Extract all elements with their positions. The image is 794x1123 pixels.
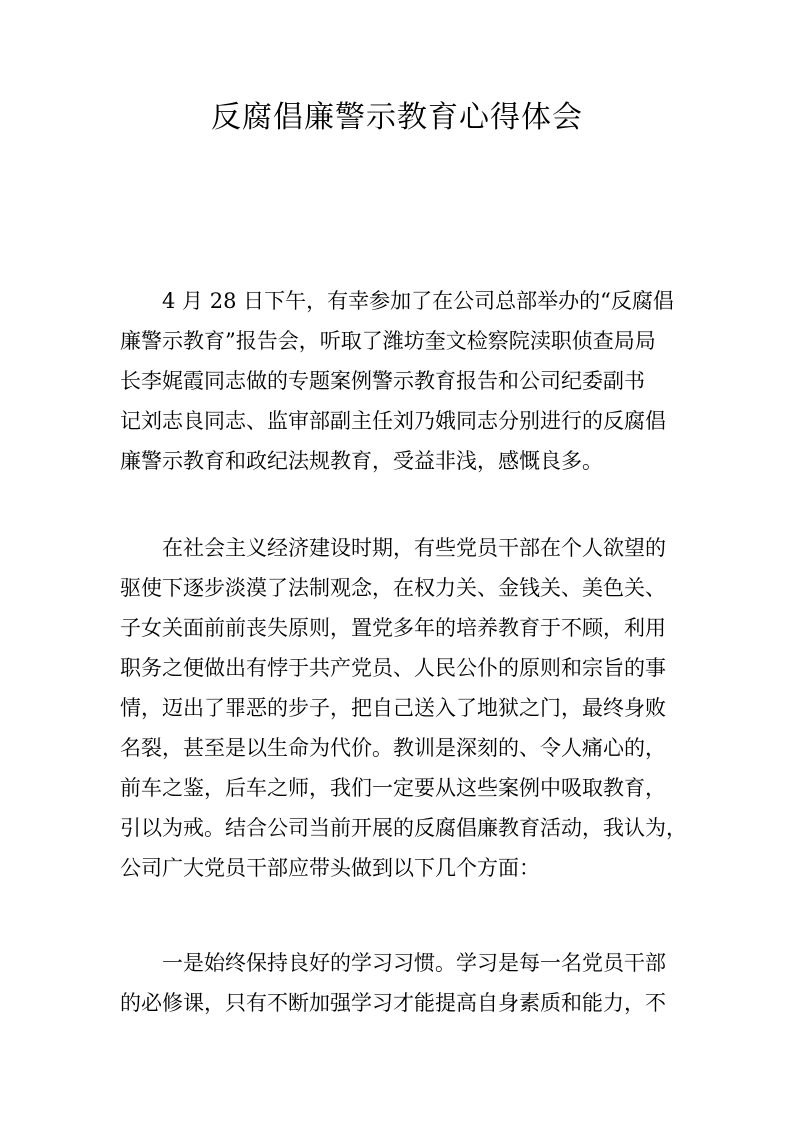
paragraph-line: 子女关面前前丧失原则，置党多年的培养教育于不顾，利用 [120,616,666,640]
paragraph-line: 记刘志良同志、监审部副主任刘乃娥同志分别进行的反腐倡 [120,409,666,433]
paragraph-line: 职务之便做出有悖于共产党员、人民公仆的原则和宗旨的事 [120,656,666,680]
paragraph-1 [120,281,680,481]
paragraph-line: 4 月 28 日下午，有幸参加了在公司总部举办的“反腐倡 [162,289,674,313]
paragraph-line: 一是始终保持良好的学习习惯。学习是每一名党员干部 [162,951,666,975]
document-title: 反腐倡廉警示教育心得体会 [211,100,583,135]
paragraph-line: 在社会主义经济建设时期，有些党员干部在个人欲望的 [162,536,666,560]
paragraph-line: 前车之鉴，后车之师，我们一定要从这些案例中吸取教育， [120,776,666,800]
paragraph-line: 廉警示教育”报告会，听取了潍坊奎文检察院渎职侦查局局 [120,329,656,353]
paragraph-line: 廉警示教育和政纪法规教育，受益非浅，感慨良多。 [120,449,603,473]
paragraph-line: 情，迈出了罪恶的步子，把自己送入了地狱之门，最终身败 [120,696,666,720]
paragraph-2 [120,528,687,888]
paragraph-line: 名裂，甚至是以生命为代价。教训是深刻的、令人痛心的， [120,736,666,760]
paragraph-line: 公司广大党员干部应带头做到以下几个方面： [120,856,540,880]
paragraph-line: 的必修课，只有不断加强学习才能提高自身素质和能力，不 [120,991,666,1015]
paragraph-3 [120,943,680,1023]
paragraph-line: 长李娓霞同志做的专题案例警示教育报告和公司纪委副书 [120,369,645,393]
paragraph-line: 驱使下逐步淡漠了法制观念，在权力关、金钱关、美色关、 [120,576,666,600]
paragraph-line: 引以为戒。结合公司当前开展的反腐倡廉教育活动，我认为， [120,816,687,840]
